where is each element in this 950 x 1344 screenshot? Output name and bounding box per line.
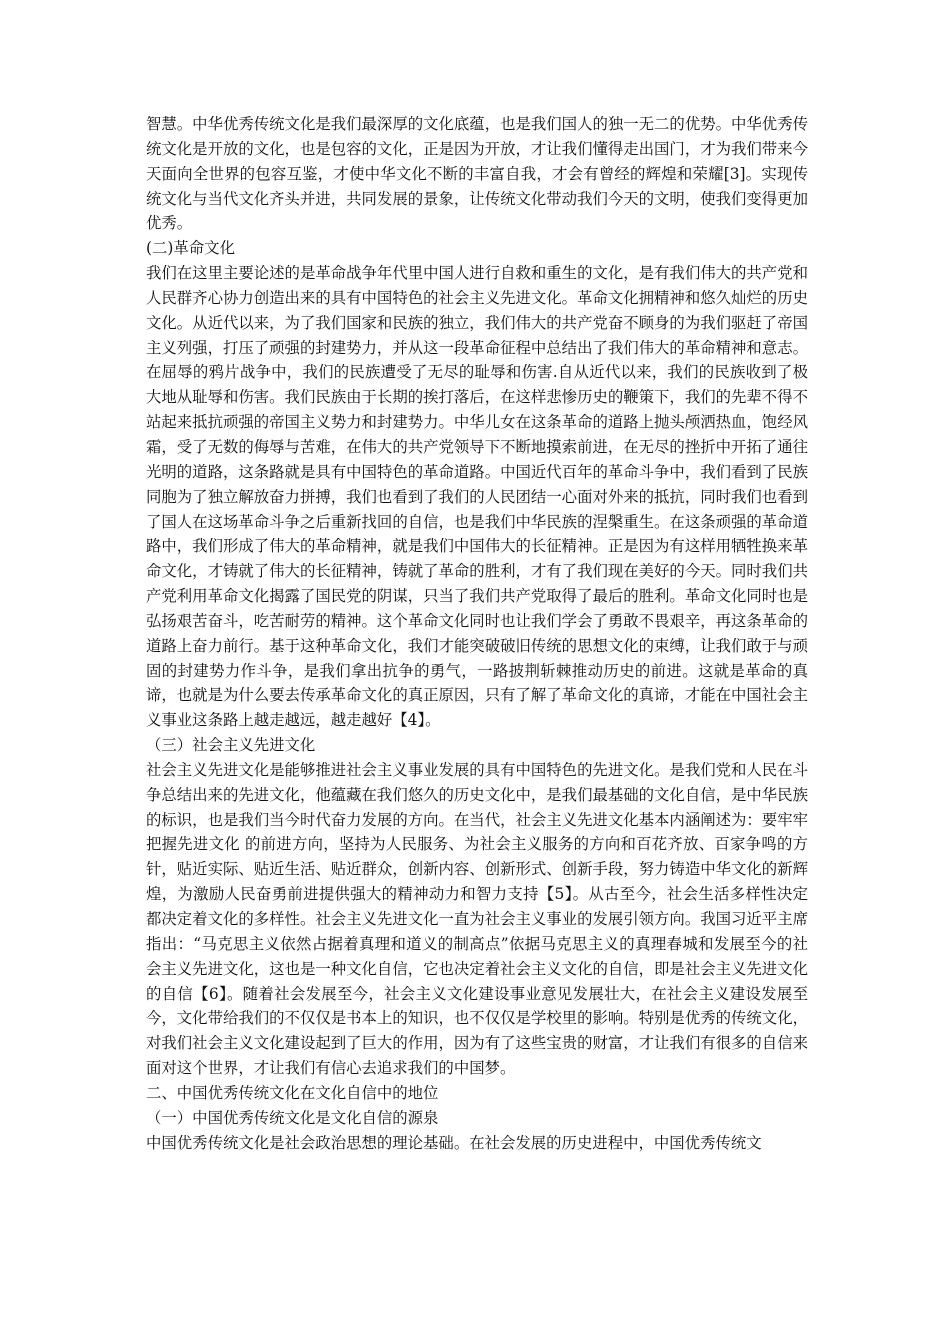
paragraph-traditional-culture-ending: 智慧。中华优秀传统文化是我们最深厚的文化底蕴，也是我们国人的独一无二的优势。中华优秀传统文化是开放的文化，也是包容的文化，正是因为开放，才让我们懂得走出国门，才为我们带来今天面向全世界的包容互鉴，才使中华文化不断的丰富自我，才会有曾经的辉煌和荣耀[3]。实现传统文化与当代文化齐头并进，共同发展的景象，让传统文化带动我们今天的文明，使我们变得更加优秀。 — [146, 115, 808, 233]
heading-socialist-advanced-culture: （三）社会主义先进文化 — [146, 736, 316, 755]
heading-source-of-confidence: （一）中国优秀传统文化是文化自信的源泉 — [146, 1108, 439, 1127]
paragraph-political-foundation: 中国优秀传统文化是社会政治思想的理论基础。在社会发展的历史进程中，中国优秀传统文 — [146, 1133, 762, 1152]
paragraph-socialist-advanced-culture: 社会主义先进文化是能够推进社会主义事业发展的具有中国特色的先进文化。是我们党和人民在斗争总结出来的先进文化，他蕴藏在我们悠久的历史文化中，是我们最基础的文化自信，是中华民族的标识，也是我们当今时代奋力发展的方向。在当代，社会主义先进文化基本内涵阐述为：要牢牢把握先进文化 的前进方向，坚持为人民服务、为社会主义服务的方向和百花齐放、百家争鸣的方针，贴近实际、贴近生活、贴近群众，创新内容、创新形式、创新手段，努力铸造中华文化的新辉煌，为激励人民奋勇前进提供强大的精神动力和智力支持【5】。从古至今，社会生活多样性决定都决定着文化的多样性。社会主义先进文化一直为社会主义事业的发展引领方向。我国习近平主席指出：“马克思主义依然占据着真理和道义的制高点”依据马克思主义的真理春城和发展至今的社会主义先进文化，这也是一种文化自信，它也决定着社会主义文化的自信，即是社会主义先进文化的自信【6】。随着社会发展至今，社会主义文化建设事业意见发展壮大，在社会主义建设发展至今，文化带给我们的不仅仅是书本上的知识，也不仅仅是学校里的影响。特别是优秀的传统文化，对我们社会主义文化建设起到了巨大的作用，因为有了这些宝贵的财富，才让我们有很多的自信来面对这个世界，才让我们有信心去追求我们的中国梦。 — [146, 760, 808, 1078]
heading-section-two: 二、中国优秀传统文化在文化自信中的地位 — [146, 1083, 439, 1102]
heading-revolutionary-culture: (二)革命文化 — [146, 239, 235, 258]
paragraph-revolutionary-culture: 我们在这里主要论述的是革命战争年代里中国人进行自救和重生的文化，是有我们伟大的共产党和人民群齐心协力创造出来的具有中国特色的社会主义先进文化。革命文化拥精神和悠久灿烂的历史文化。从近代以来，为了我们国家和民族的独立，我们伟大的共产党奋不顾身的为我们驱赶了帝国主义列强，打压了顽强的封建势力，并从这一段革命征程中总结出了我们伟大的革命精神和意志。在屈辱的鸦片战争中，我们的民族遭受了无尽的耻辱和伤害.自从近代以来，我们的民族收到了极大地从耻辱和伤害。我们民族由于长期的挨打落后，在这样悲惨历史的鞭策下，我们的先辈不得不站起来抵抗顽强的帝国主义势力和封建势力。中华儿女在这条革命的道路上抛头颅洒热血，饱经风霜，受了无数的侮辱与苦难，在伟大的共产党领导下不断地摸索前进，在无尽的挫折中开拓了通往光明的道路，这条路就是具有中国特色的革命道路。中国近代百年的革命斗争中，我们看到了民族同胞为了独立解放奋力拼搏，我们也看到了我们的人民团结一心面对外来的抵抗，同时我们也看到了国人在这场革命斗争之后重新找回的自信，也是我们中华民族的涅槃重生。在这条顽强的革命道路中，我们形成了伟大的革命精神，就是我们中国伟大的长征精神。正是因为有这样用牺牲换来革命文化，才铸就了伟大的长征精神，铸就了革命的胜利，才有了我们现在美好的今天。同时我们共产党利用革命文化揭露了国民党的阴谋，只当了我们共产党取得了最后的胜利。革命文化同时也是弘扬艰苦奋斗，吃苦耐劳的精神。这个革命文化同时也让我们学会了勇敢不畏艰辛，再这条革命的道路上奋力前行。基于这种革命文化，我们才能突破破旧传统的思想文化的束缚，让我们敢于与顽固的封建势力作斗争，是我们拿出抗争的勇气，一路披荆斩棘推动历史的前进。这就是革命的真谛，也就是为什么要去传承革命文化的真正原因，只有了解了革命文化的真谛，才能在中国社会主义事业这条路上越走越远，越走越好【4】。 — [146, 264, 808, 730]
document-page — [146, 112, 808, 1155]
